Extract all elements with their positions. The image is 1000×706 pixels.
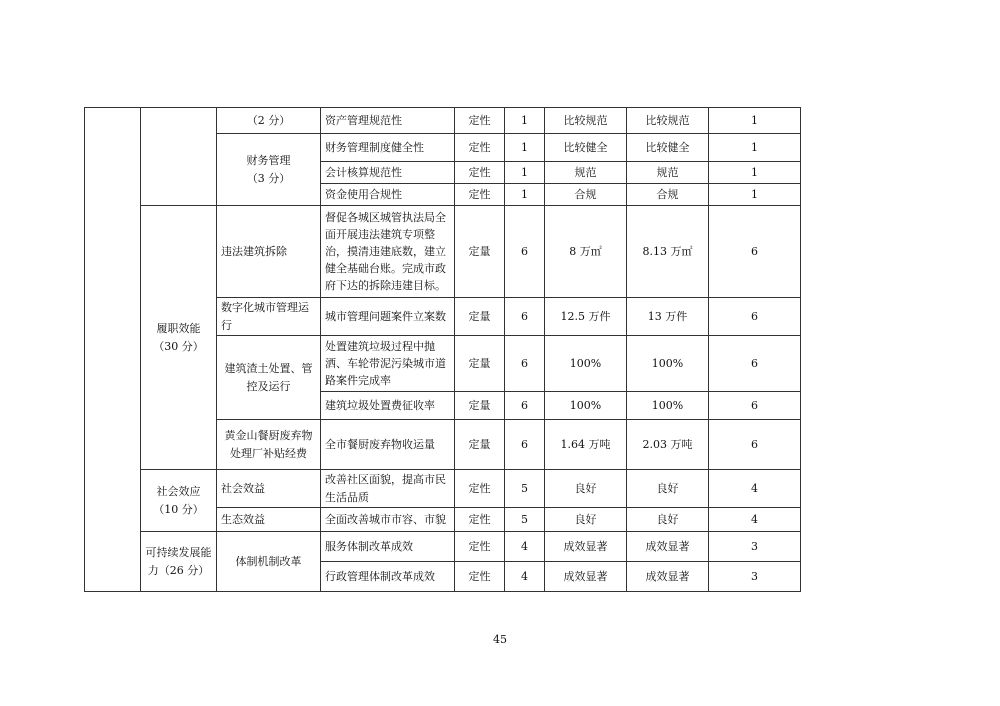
target-cell: 良好 [545,470,627,508]
score-cell: 6 [709,420,801,470]
weight-cell: 1 [505,108,545,134]
score-cell: 6 [709,392,801,420]
target-cell: 8 万㎡ [545,206,627,298]
indicator-cell: 全市餐厨废弃物收运量 [321,420,455,470]
target-cell: 100% [545,336,627,392]
indicator-cell: 财务管理制度健全性 [321,134,455,162]
indicator-cell: 资金使用合规性 [321,184,455,206]
indicator-cell: 改善社区面貌，提高市民生活品质 [321,470,455,508]
score-cell: 6 [709,206,801,298]
level3-cell: 数字化城市管理运行 [217,298,321,336]
weight-cell: 6 [505,298,545,336]
score-cell: 1 [709,162,801,184]
level3-cell: 违法建筑拆除 [217,206,321,298]
nature-cell: 定性 [455,184,505,206]
level3-cell: 生态效益 [217,508,321,532]
level2-cell: 履职效能（30 分） [141,206,217,470]
indicator-cell: 处置建筑垃圾过程中抛洒、车轮带泥污染城市道路案件完成率 [321,336,455,392]
level3-cell: 建筑渣土处置、管控及运行 [217,336,321,420]
weight-cell: 1 [505,184,545,206]
indicator-cell: 督促各城区城管执法局全面开展违法建筑专项整治，摸清违建底数，建立健全基础台账。完成市政府下达的拆除违建目标。 [321,206,455,298]
indicator-cell: 建筑垃圾处置费征收率 [321,392,455,420]
actual-cell: 良好 [627,508,709,532]
actual-cell: 比较健全 [627,134,709,162]
score-cell: 1 [709,108,801,134]
nature-cell: 定性 [455,470,505,508]
weight-cell: 6 [505,336,545,392]
nature-cell: 定性 [455,108,505,134]
table-row [85,108,801,134]
level3-cell: （2 分） [217,108,321,134]
target-cell: 规范 [545,162,627,184]
actual-cell: 成效显著 [627,532,709,562]
nature-cell: 定量 [455,298,505,336]
page-number: 45 [493,633,507,646]
target-cell: 成效显著 [545,562,627,592]
weight-cell: 1 [505,162,545,184]
performance-table [84,107,801,592]
level2-cell [141,108,217,206]
weight-cell: 1 [505,134,545,162]
actual-cell: 8.13 万㎡ [627,206,709,298]
level1-cell [85,108,141,592]
target-cell: 比较规范 [545,108,627,134]
score-cell: 3 [709,562,801,592]
weight-cell: 5 [505,470,545,508]
indicator-cell: 全面改善城市市容、市貌 [321,508,455,532]
target-cell: 合规 [545,184,627,206]
actual-cell: 成效显著 [627,562,709,592]
nature-cell: 定性 [455,134,505,162]
level3-cell: 黄金山餐厨废弃物处理厂补贴经费 [217,420,321,470]
level3-cell: 社会效益 [217,470,321,508]
level2-cell: 可持续发展能力（26 分） [141,532,217,592]
score-cell: 6 [709,336,801,392]
weight-cell: 6 [505,392,545,420]
nature-cell: 定性 [455,532,505,562]
table-row [85,206,801,298]
actual-cell: 良好 [627,470,709,508]
nature-cell: 定性 [455,162,505,184]
score-cell: 4 [709,508,801,532]
actual-cell: 比较规范 [627,108,709,134]
nature-cell: 定性 [455,562,505,592]
target-cell: 12.5 万件 [545,298,627,336]
score-cell: 1 [709,184,801,206]
indicator-cell: 服务体制改革成效 [321,532,455,562]
target-cell: 比较健全 [545,134,627,162]
nature-cell: 定量 [455,336,505,392]
actual-cell: 13 万件 [627,298,709,336]
target-cell: 1.64 万吨 [545,420,627,470]
level3-cell: 财务管理 （3 分） [217,134,321,206]
table-row [85,470,801,508]
nature-cell: 定性 [455,508,505,532]
actual-cell: 合规 [627,184,709,206]
indicator-cell: 资产管理规范性 [321,108,455,134]
weight-cell: 4 [505,532,545,562]
target-cell: 良好 [545,508,627,532]
actual-cell: 2.03 万吨 [627,420,709,470]
target-cell: 100% [545,392,627,420]
weight-cell: 4 [505,562,545,592]
score-cell: 1 [709,134,801,162]
score-cell: 3 [709,532,801,562]
actual-cell: 规范 [627,162,709,184]
indicator-cell: 行政管理体制改革成效 [321,562,455,592]
level2-cell: 社会效应（10 分） [141,470,217,532]
actual-cell: 100% [627,392,709,420]
weight-cell: 6 [505,206,545,298]
target-cell: 成效显著 [545,532,627,562]
nature-cell: 定量 [455,392,505,420]
weight-cell: 5 [505,508,545,532]
level3-cell: 体制机制改革 [217,532,321,592]
score-cell: 6 [709,298,801,336]
indicator-cell: 城市管理问题案件立案数 [321,298,455,336]
nature-cell: 定量 [455,206,505,298]
actual-cell: 100% [627,336,709,392]
indicator-cell: 会计核算规范性 [321,162,455,184]
table-row [85,532,801,562]
score-cell: 4 [709,470,801,508]
weight-cell: 6 [505,420,545,470]
nature-cell: 定量 [455,420,505,470]
